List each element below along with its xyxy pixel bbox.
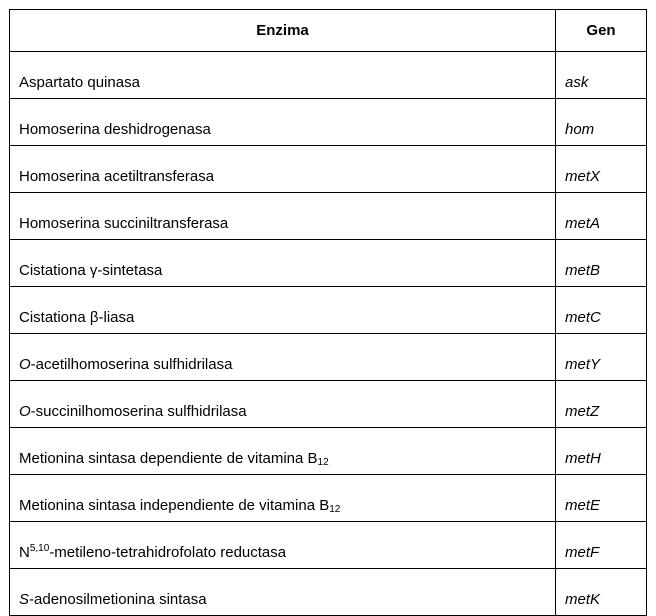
enzyme-cell [10,428,556,475]
enzyme-gene-table [9,9,647,616]
enzyme-name: Cistationa γ-sintetasa [19,262,163,279]
table-row [10,334,647,381]
enzyme-name: Metionina sintasa independiente de vitamina B [19,497,330,514]
enzyme-cell [10,475,556,522]
enzyme-name: -acetilhomoserina sulfhidrilasa [30,356,233,373]
column-header-gene: Gen [556,10,647,52]
enzyme-name: -adenosilmetionina sintasa [29,591,207,608]
table-row [10,522,647,569]
table-row [10,193,647,240]
table-row [10,475,647,522]
table-row [10,240,647,287]
table-row [10,569,647,616]
enzyme-prefix: N [19,544,30,561]
enzyme-superscript: 5,10 [29,543,50,554]
table-row [10,52,647,99]
gene-cell: metX [556,146,647,193]
gene-cell: ask [556,52,647,99]
enzyme-prefix: O [19,356,31,373]
enzyme-cell [10,522,556,569]
enzyme-name: Metionina sintasa dependiente de vitamina B [19,450,318,467]
enzyme-name: Aspartato quinasa [19,74,140,91]
enzyme-name: -succinilhomoserina sulfhidrilasa [30,403,247,420]
enzyme-name: Homoserina succiniltransferasa [19,215,229,232]
table-row [10,146,647,193]
table-body [10,52,647,616]
table-row [10,287,647,334]
enzyme-cell [10,52,556,99]
gene-cell: hom [556,99,647,146]
table-row [10,99,647,146]
enzyme-cell [10,569,556,616]
gene-cell: metC [556,287,647,334]
gene-cell: metZ [556,381,647,428]
enzyme-cell [10,287,556,334]
enzyme-name: Homoserina deshidrogenasa [19,121,211,138]
enzyme-name: Homoserina acetiltransferasa [19,168,215,185]
enzyme-prefix: S [19,591,30,608]
enzyme-cell [10,334,556,381]
enzyme-cell [10,381,556,428]
gene-cell: metF [556,522,647,569]
enzyme-name: Cistationa β-liasa [19,309,135,326]
gene-cell: metY [556,334,647,381]
gene-cell: metK [556,569,647,616]
enzyme-cell [10,193,556,240]
table-row [10,428,647,475]
enzyme-cell [10,240,556,287]
header-row [10,10,647,52]
enzyme-cell [10,99,556,146]
gene-cell: metB [556,240,647,287]
enzyme-prefix: O [19,403,31,420]
gene-cell: metA [556,193,647,240]
table-row [10,381,647,428]
column-header-enzyme: Enzima [10,10,556,52]
gene-cell: metH [556,428,647,475]
gene-cell: metE [556,475,647,522]
enzyme-subscript: 12 [317,457,329,468]
enzyme-name: -metileno-tetrahidrofolato reductasa [49,544,287,561]
enzyme-cell [10,146,556,193]
enzyme-subscript: 12 [329,504,341,515]
